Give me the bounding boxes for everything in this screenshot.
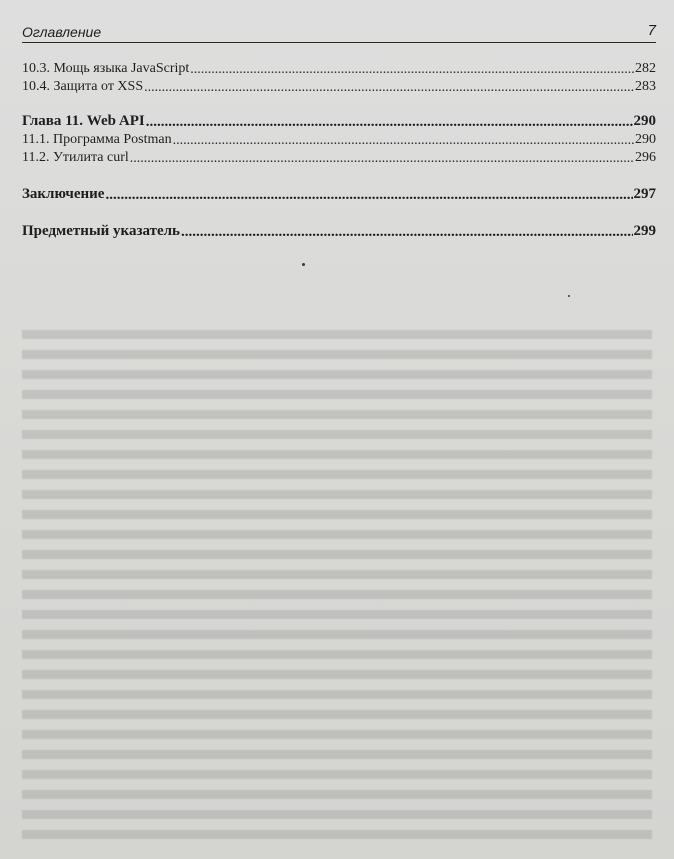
toc-entry-11-2 xyxy=(22,149,656,167)
spacer xyxy=(22,204,656,221)
header-title: Оглавление xyxy=(22,24,102,40)
toc-entry-label: Заключение xyxy=(22,186,105,202)
toc-entry-page: 282 xyxy=(635,61,656,76)
toc-dot-leader xyxy=(130,150,634,164)
toc-entry-label: 10.4. Защита от XSS xyxy=(22,79,144,94)
toc-entry-page: 283 xyxy=(635,79,656,94)
toc-entry-label: Глава 11. Web API xyxy=(22,113,145,129)
toc-entry-10-3 xyxy=(22,60,656,78)
bleed-through-text xyxy=(22,330,652,850)
speck xyxy=(568,295,570,297)
toc-entry-label: Предметный указатель xyxy=(22,223,180,239)
toc-dot-leader xyxy=(173,132,634,146)
toc-entry-page: 290 xyxy=(633,113,656,129)
table-of-contents xyxy=(22,60,656,241)
toc-dot-leader xyxy=(190,61,634,75)
toc-entry-page: 296 xyxy=(635,150,656,165)
toc-entry-page: 299 xyxy=(633,223,656,239)
toc-entry-page: 290 xyxy=(635,132,656,147)
toc-entry-label: 11.1. Программа Postman xyxy=(22,132,172,147)
toc-dot-leader xyxy=(181,222,633,237)
toc-entry-chapter-11 xyxy=(22,111,656,131)
spacer xyxy=(22,96,656,111)
running-header xyxy=(22,22,656,43)
toc-dot-leader xyxy=(146,112,633,127)
toc-entry-conclusion xyxy=(22,184,656,204)
speck xyxy=(302,263,305,266)
toc-entry-label: 10.3. Мощь языка JavaScript xyxy=(22,61,190,76)
toc-entry-label: 11.2. Утилита curl xyxy=(22,150,129,165)
toc-dot-leader xyxy=(144,79,634,93)
toc-entry-page: 297 xyxy=(633,186,656,202)
spacer xyxy=(22,167,656,184)
toc-entry-index xyxy=(22,221,656,241)
toc-entry-11-1 xyxy=(22,131,656,149)
toc-entry-10-4 xyxy=(22,78,656,96)
toc-dot-leader xyxy=(105,185,632,200)
header-page-number: 7 xyxy=(647,22,656,39)
